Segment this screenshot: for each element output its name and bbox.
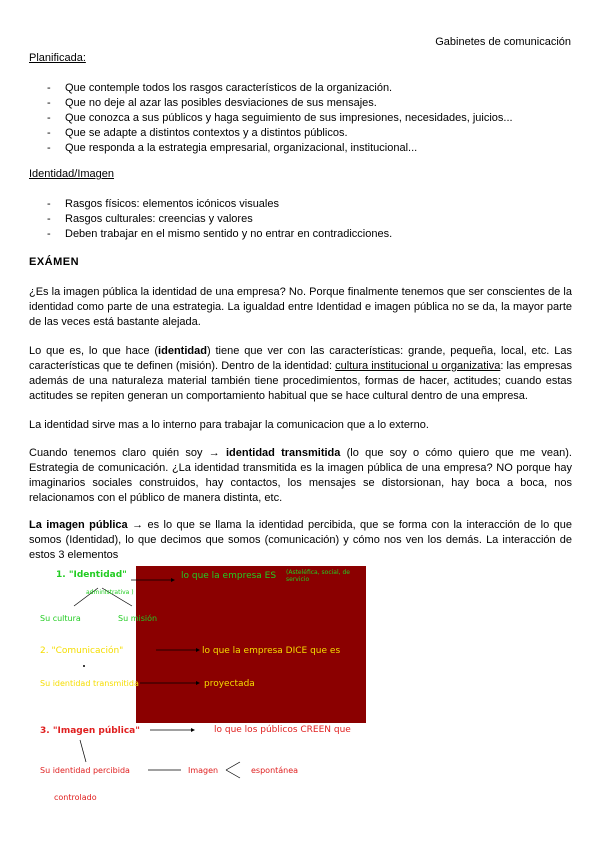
comunicacion-title: 2. "Comunicación" bbox=[40, 646, 124, 656]
list-item: - Rasgos culturales: creencias y valores bbox=[29, 212, 392, 227]
cultura-label: Su cultura bbox=[40, 614, 81, 623]
planificada-heading: Planificada: bbox=[29, 52, 86, 64]
imagen-desc: lo que los públicos CREEN que bbox=[214, 725, 351, 735]
list-item: - Rasgos físicos: elementos icónicos visuales bbox=[29, 197, 392, 212]
list-item: - Que responda a la estrategia empresarial, organizacional, institucional... bbox=[29, 141, 513, 156]
identidad-note: (Asteléfica, social, de servicio bbox=[286, 569, 350, 583]
imagen-title: 3. "Imagen pública" bbox=[40, 726, 140, 736]
comunicacion-desc: lo que la empresa DICE que es bbox=[202, 646, 341, 656]
examen-heading: EXÁMEN bbox=[29, 256, 80, 268]
identidad-desc: lo que la empresa ES bbox=[181, 571, 277, 581]
admin-label: administrativa ) bbox=[86, 589, 134, 596]
imagen-label: Imagen bbox=[188, 766, 219, 775]
planificada-list bbox=[29, 81, 513, 156]
controlado-label: controlado bbox=[54, 793, 97, 802]
espontanea-label: espontánea bbox=[251, 766, 299, 775]
list-item: - Que no deje al azar las posibles desviaciones de sus mensajes. bbox=[29, 96, 513, 111]
paragraph-1: ¿Es la imagen pública la identidad de una empresa? No. Porque finalmente tenemos que ser conscientes de la identidad como parte de una estrategia. La igualdad entre Identidad e imagen pública no se da, la mayor parte de las veces está bastante alejada. bbox=[29, 286, 572, 328]
mision-label: Su misión bbox=[118, 614, 158, 623]
identidad-list bbox=[29, 197, 392, 242]
paragraph-3: La identidad sirve mas a lo interno para trabajar la comunicacion que a lo externo. bbox=[29, 419, 429, 431]
list-item: - Que contemple todos los rasgos característicos de la organización. bbox=[29, 81, 513, 96]
identity-diagram bbox=[36, 566, 366, 811]
identidad-heading: Identidad/Imagen bbox=[29, 168, 115, 180]
percibida-label: Su identidad percibida bbox=[40, 766, 130, 775]
paragraph-2: Lo que es, lo que hace (identidad) tiene que ver con las características: grande, pequeña, local, etc. Las características que te definen (misión). Dentro de la identidad: cultura institucional u organizativa: las empresas además de una naturaleza material también tiene procedimientos, formas de hacer, actitudes; cuando estas actitudes se repiten generan un comportamiento habitual que se hace cultural dentro de una empresa. bbox=[29, 345, 572, 402]
list-item: - Que se adapte a distintos contextos y a distintos públicos. bbox=[29, 126, 513, 141]
proyectada-label: proyectada bbox=[204, 679, 255, 689]
list-item: - Que conozca a sus públicos y haga seguimiento de sus impresiones, necesidades, juicios... bbox=[29, 111, 513, 126]
identidad-title: 1. "Identidad" bbox=[56, 570, 127, 580]
list-item: - Deben trabajar en el mismo sentido y no entrar en contradicciones. bbox=[29, 227, 392, 242]
paragraph-5: La imagen pública → es lo que se llama la identidad percibida, que se forma con la interacción de lo que somos (Identidad), lo que decimos que somos (comunicación) y cómo nos ven los demás. La interacción de estos 3 elementos bbox=[29, 519, 572, 561]
page-header: Gabinetes de comunicación bbox=[435, 36, 571, 48]
transmitida-label: Su identidad transmitida bbox=[40, 679, 139, 688]
paragraph-4: Cuando tenemos claro quién soy → identidad transmitida (lo que soy o cómo quiero que me vean). Estrategia de comunicación. ¿La identidad transmitida es la imagen pública de una empresa? NO porque hay imaginarios sociales construidos, hay contactos, los mensajes se distorsionan, hay boca a boca, nos relacionamos con el público de manera distinta, etc. bbox=[29, 447, 572, 504]
